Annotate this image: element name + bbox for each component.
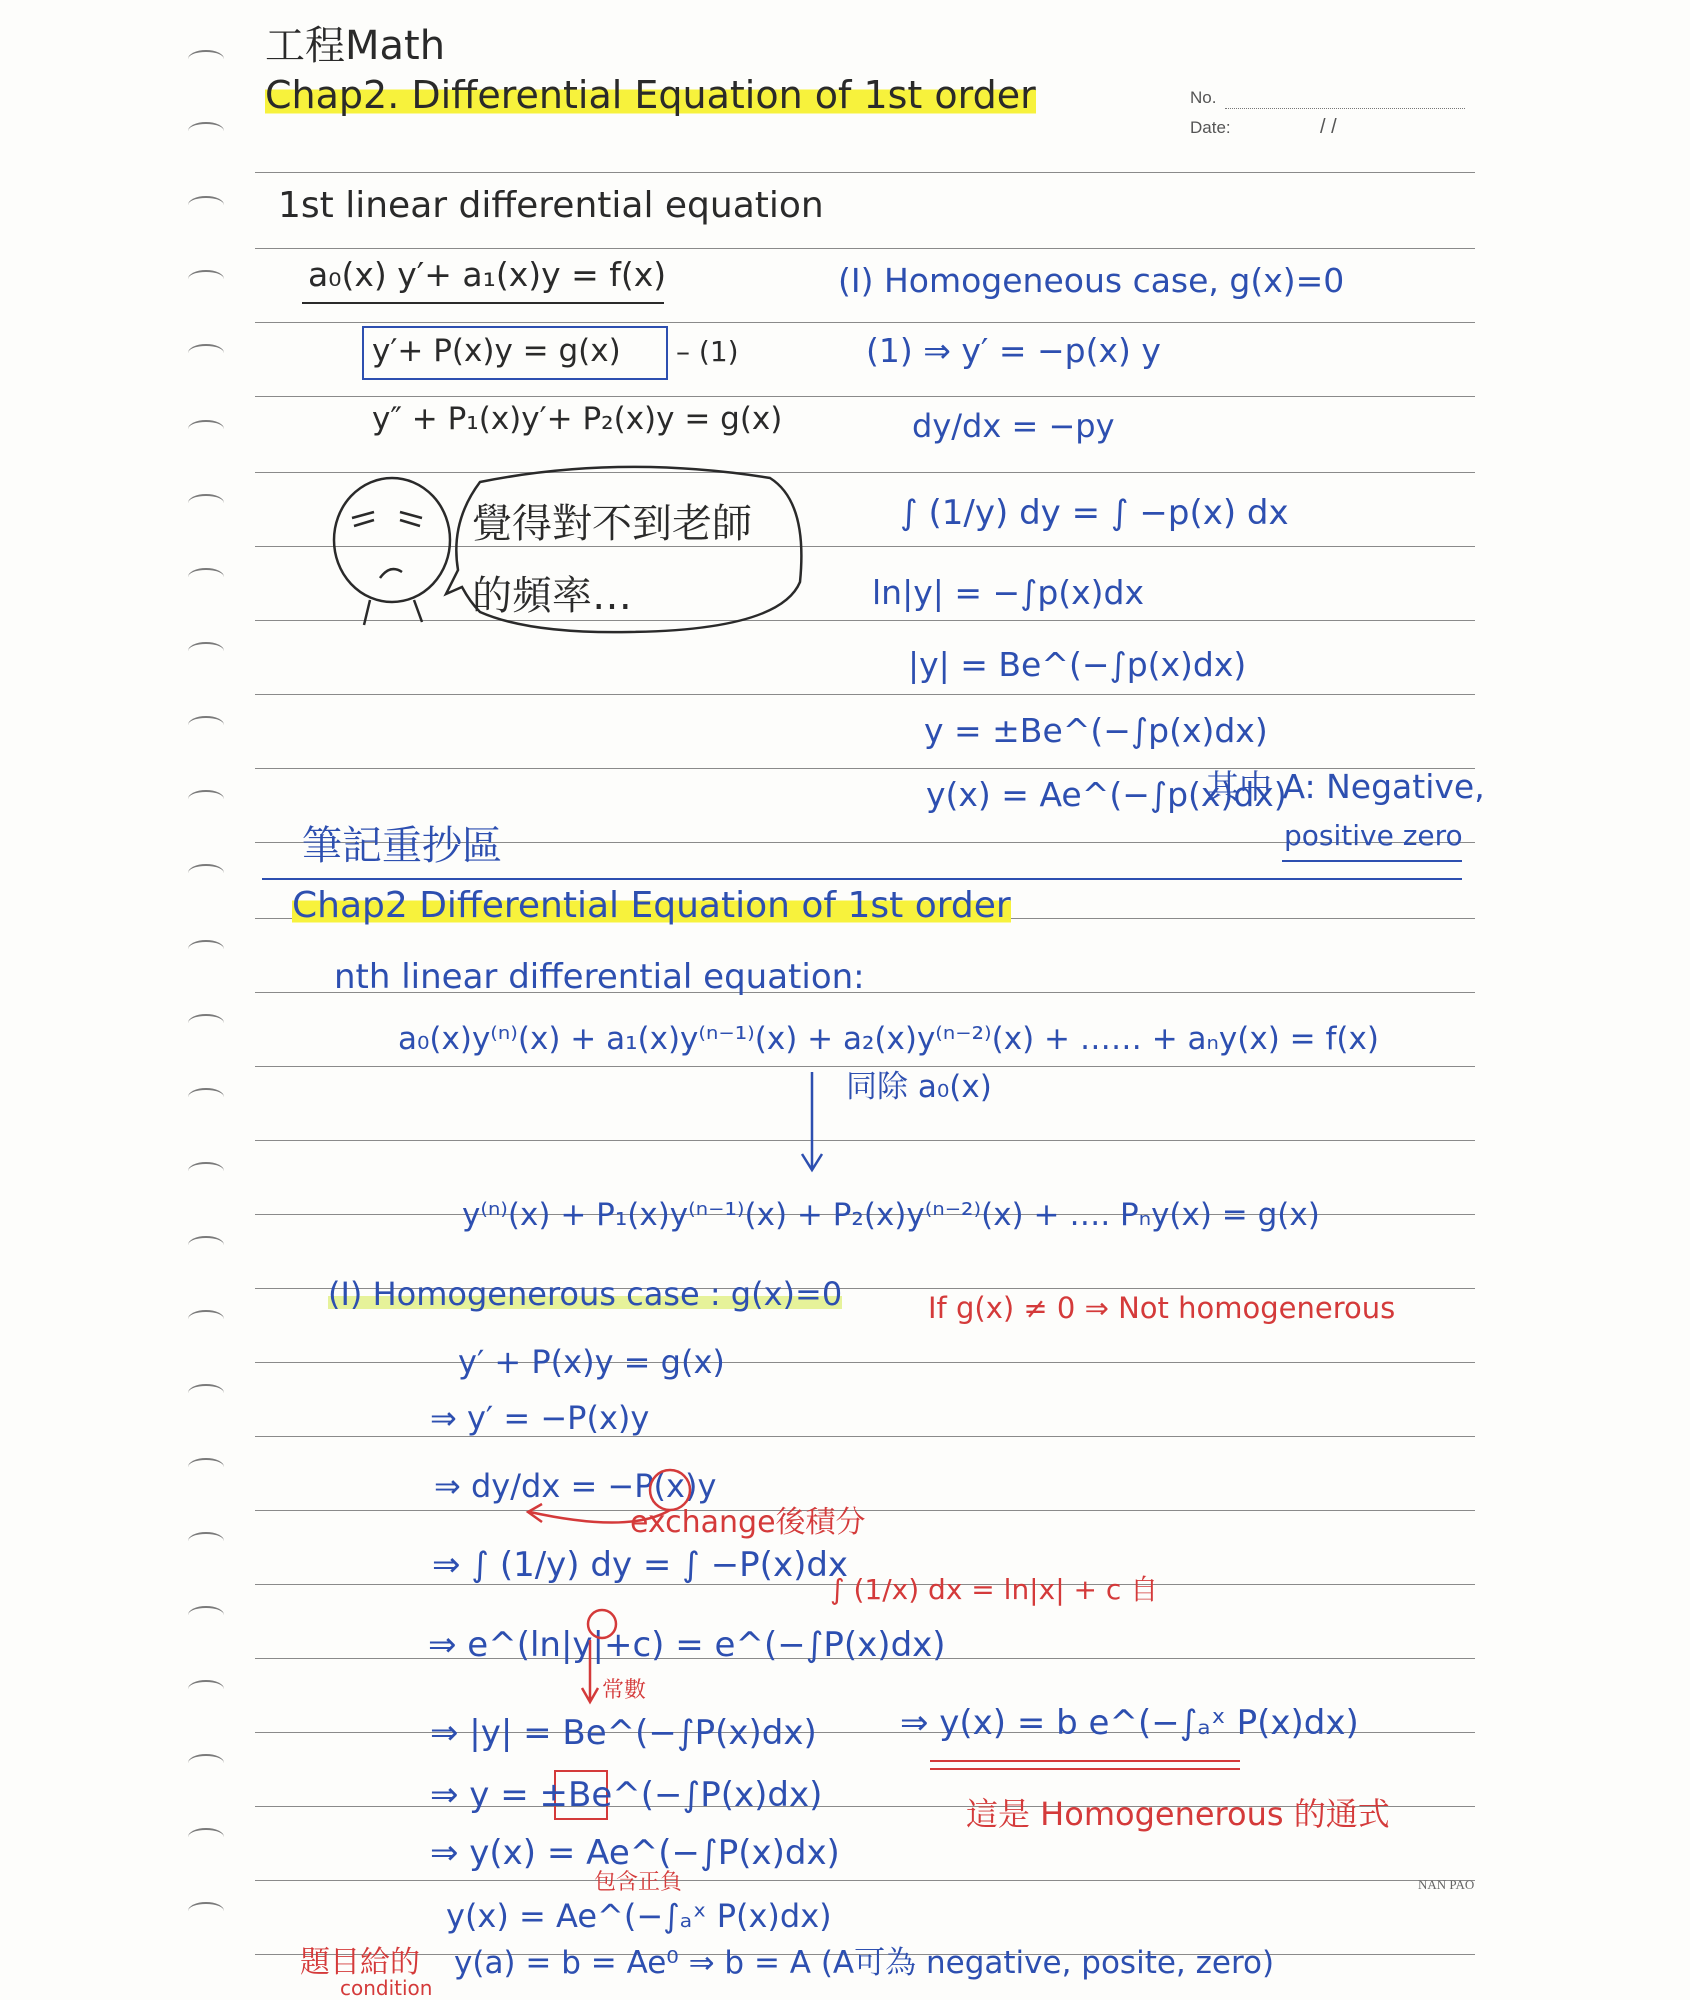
rule-line	[255, 248, 1475, 249]
given-label: 題目給的	[300, 1945, 420, 1980]
binder-ring	[188, 1384, 224, 1402]
binder-ring	[188, 1162, 224, 1180]
binder-ring	[188, 494, 224, 512]
binder-ring	[188, 196, 224, 214]
condition-label: condition	[340, 1976, 433, 2000]
rule-line	[255, 694, 1475, 695]
date-slashes: / /	[1320, 116, 1337, 138]
eq-normalized: y⁽ⁿ⁾(x) + P₁(x)y⁽ⁿ⁻¹⁾(x) + P₂(x)y⁽ⁿ⁻²⁾(x) + …. Pₙy(x) = g(x)	[462, 1197, 1320, 1233]
date-label: Date:	[1190, 118, 1231, 137]
nth-subtitle: nth linear differential equation:	[334, 957, 865, 997]
rule-line	[255, 322, 1475, 323]
section2-title	[292, 885, 1011, 926]
binder-ring	[188, 1828, 224, 1846]
binder-ring	[188, 122, 224, 140]
rule-line	[255, 1880, 1475, 1881]
result-underline-2	[930, 1768, 1240, 1770]
binder-ring	[188, 420, 224, 438]
result-equation: ⇒ y(x) = b e^(−∫ₐˣ P(x)dx)	[900, 1703, 1359, 1743]
binder-ring	[188, 642, 224, 660]
step-1: y′ + P(x)y = g(x)	[458, 1343, 725, 1381]
binder-ring	[188, 1754, 224, 1772]
binder-ring	[188, 716, 224, 734]
constant-note: 常數	[602, 1678, 647, 1703]
no-line	[1225, 108, 1465, 109]
case2-title	[328, 1275, 843, 1313]
section2-title-text: Chap2 Differential Equation of 1st order	[292, 885, 1011, 926]
rule-line	[255, 172, 1475, 173]
section1-title: 1st linear differential equation	[278, 185, 824, 226]
step-7: ⇒ y = ±Be^(−∫P(x)dx)	[430, 1775, 823, 1815]
speech-line-1: 覺得對不到老師	[472, 501, 752, 547]
step-r3: ∫ (1/y) dy = ∫ −p(x) dx	[900, 493, 1289, 533]
no-label: No.	[1190, 88, 1217, 107]
step-r5: |y| = Be^(−∫p(x)dx)	[908, 645, 1247, 684]
binder-ring	[188, 568, 224, 586]
note-a-line1: 其中 A: Negative,	[1206, 767, 1485, 806]
rewrite-area-label: 筆記重抄區	[302, 823, 502, 869]
eq-general: a₀(x) y′+ a₁(x)y = f(x)	[308, 255, 667, 294]
eq-second-order: y″ + P₁(x)y′+ P₂(x)y = g(x)	[372, 401, 783, 437]
step-r1: (1) ⇒ y′ = −p(x) y	[866, 331, 1161, 370]
step-r6: y = ±Be^(−∫p(x)dx)	[924, 711, 1268, 750]
binder-ring	[188, 940, 224, 958]
binder-ring	[188, 790, 224, 808]
note-a-line2: positive zero	[1284, 819, 1463, 852]
down-arrow	[800, 1068, 830, 1178]
binder-ring	[188, 344, 224, 362]
binder-ring	[188, 270, 224, 288]
step-3: ⇒ dy/dx = −P(x)y	[434, 1467, 717, 1505]
binder-ring	[188, 1680, 224, 1698]
binder-ring	[188, 1532, 224, 1550]
includes-sign-note: 包含正負	[594, 1870, 683, 1895]
binder-ring	[188, 1310, 224, 1328]
step-4: ⇒ ∫ (1/y) dy = ∫ −P(x)dx	[432, 1545, 849, 1585]
rule-line	[255, 1362, 1475, 1363]
general-form-note: 這是 Homogenerous 的通式	[966, 1795, 1390, 1833]
binder-ring	[188, 1458, 224, 1476]
step-8: ⇒ y(x) = Ae^(−∫P(x)dx)	[430, 1833, 840, 1873]
binder-ring	[188, 1014, 224, 1032]
divide-note: 同除 a₀(x)	[846, 1069, 992, 1105]
speech-line-2: 的頻率…	[472, 573, 632, 619]
binder-ring	[188, 1088, 224, 1106]
step-r2: dy/dx = −py	[912, 407, 1115, 445]
eq-nth: a₀(x)y⁽ⁿ⁾(x) + a₁(x)y⁽ⁿ⁻¹⁾(x) + a₂(x)y⁽ⁿ⁻²⁾(x) + …… + aₙy(x) = f(x)	[398, 1021, 1379, 1057]
binder-ring	[188, 1902, 224, 1920]
homogeneous-case-title: (I) Homogeneous case, g(x)=0	[838, 261, 1345, 300]
case2-title-text: (I) Homogenerous case : g(x)=0	[328, 1275, 843, 1313]
step-9: y(x) = Ae^(−∫ₐˣ P(x)dx)	[446, 1897, 832, 1935]
not-homogeneous-note: If g(x) ≠ 0 ⇒ Not homogenerous	[928, 1291, 1396, 1325]
rule-line	[255, 1140, 1475, 1141]
brand-mark: NAN PAO	[1418, 1877, 1475, 1892]
binder-ring	[188, 50, 224, 68]
rule-line	[255, 396, 1475, 397]
step-5: ⇒ e^(ln|y|+c) = e^(−∫P(x)dx)	[428, 1625, 946, 1665]
step-6: ⇒ |y| = Be^(−∫P(x)dx)	[430, 1713, 817, 1753]
eq-standard: y′+ P(x)y = g(x)	[372, 333, 621, 369]
course-title: 工程Math	[265, 23, 446, 69]
step-r7: y(x) = Ae^(−∫p(x)dx)	[926, 775, 1287, 814]
eq-general-underline	[302, 302, 664, 304]
note-underline	[1282, 860, 1462, 862]
step-2: ⇒ y′ = −P(x)y	[430, 1399, 650, 1437]
step-r4: ln|y| = −∫p(x)dx	[872, 573, 1145, 612]
result-underline-1	[930, 1760, 1240, 1762]
section-divider	[262, 878, 1462, 880]
chapter-title-text: Chap2. Differential Equation of 1st order	[265, 73, 1036, 117]
integral-note: ∫ (1/x) dx = ln|x| + c 自	[830, 1573, 1159, 1606]
exchange-arrow	[520, 1474, 700, 1534]
initial-condition: y(a) = b = Ae⁰ ⇒ b = A (A可為 negative, posite, zero)	[454, 1945, 1275, 1981]
rule-line	[255, 1066, 1475, 1067]
exchange-note: exchange後積分	[630, 1505, 866, 1540]
eq-standard-tag: – (1)	[676, 335, 739, 368]
chapter-title	[265, 73, 1036, 117]
binder-ring	[188, 1606, 224, 1624]
binder-ring	[188, 1236, 224, 1254]
binder-ring	[188, 864, 224, 882]
